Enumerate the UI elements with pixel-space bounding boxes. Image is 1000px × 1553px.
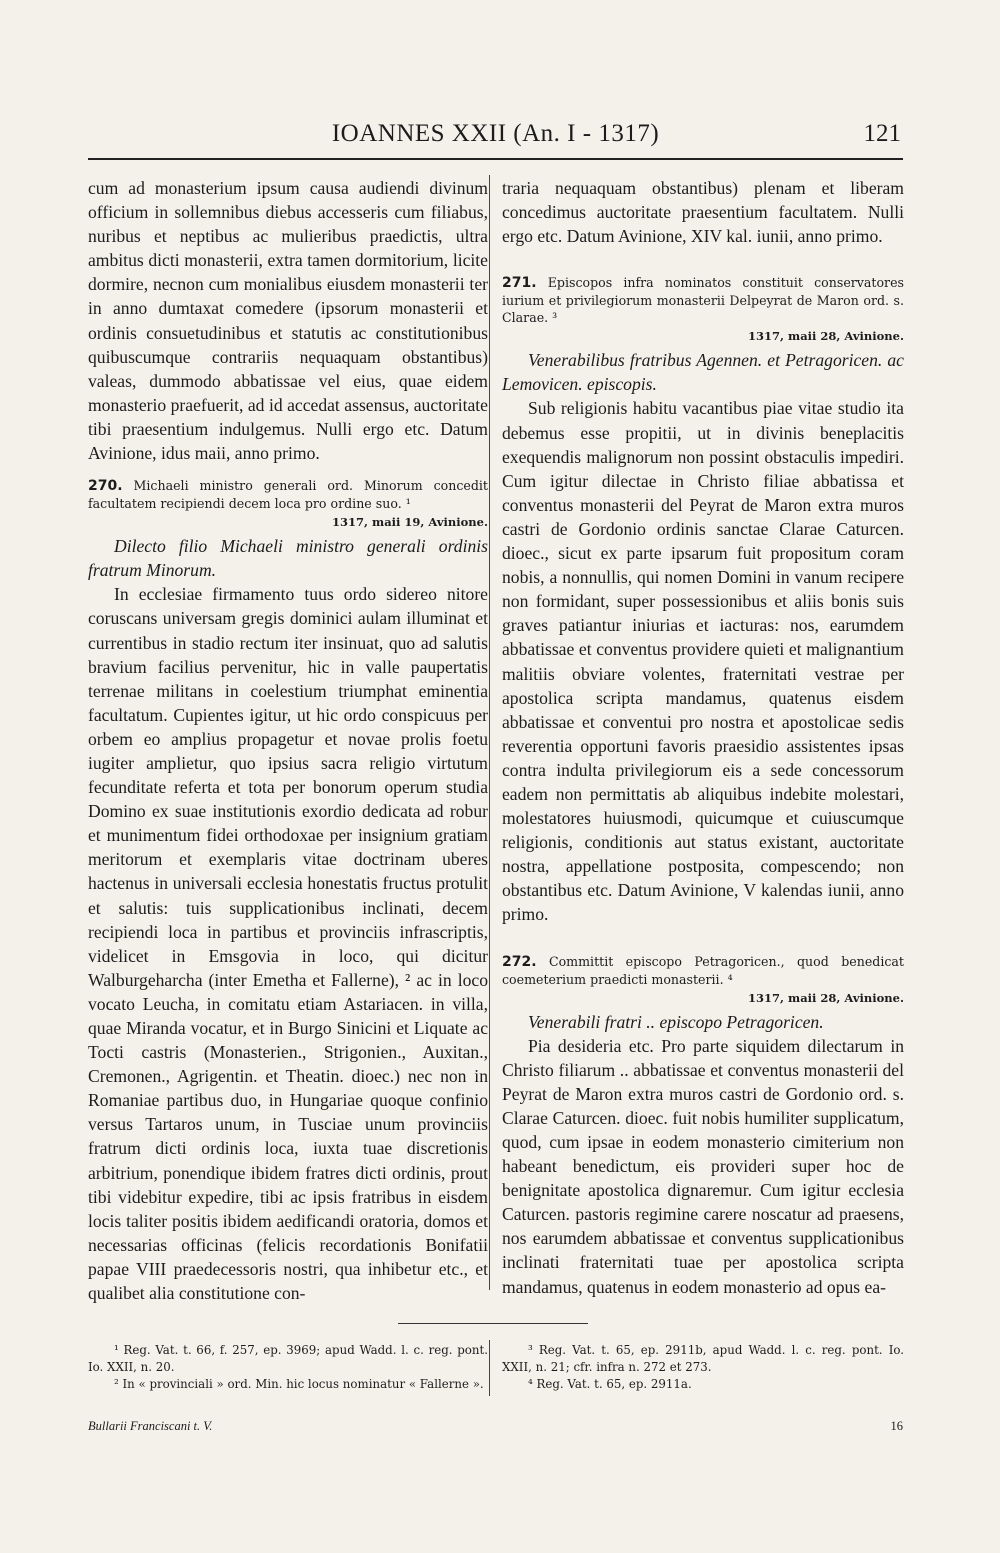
footnote-4: ⁴ Reg. Vat. t. 65, ep. 2911a. — [528, 1377, 692, 1391]
page-number: 121 — [863, 120, 901, 147]
footnote-1: ¹ Reg. Vat. t. 66, f. 257, ep. 3969; apud Wadd. l. c. reg. pont. Io. XXII, n. 20. — [88, 1343, 488, 1374]
footnotes-right — [502, 1342, 904, 1393]
entry-272-address: Venerabili fratri .. episcopo Petragoricen. — [528, 1011, 824, 1032]
entry-270-date: 1317, maii 19, Avinione. — [332, 515, 488, 530]
footnotes-left — [88, 1342, 488, 1393]
left-column — [88, 176, 488, 1305]
signature-number: 16 — [890, 1419, 903, 1433]
entry-272-summary — [502, 953, 904, 988]
entry-271-summary — [502, 274, 904, 326]
right-column — [502, 176, 904, 1299]
entry-summary: Michaeli ministro generali ord. Minorum concedit facultatem recipiendi decem loca pro ordine suo. ¹ — [88, 478, 488, 512]
footnote-3: ³ Reg. Vat. t. 65, ep. 2911b, apud Wadd. l. c. reg. pont. Io. XXII, n. 21; cfr. infra n. 272 et 273. — [502, 1343, 904, 1374]
continuation-text: cum ad monasterium ipsum causa audiendi divinum officium in sollemnibus diebus accesseris cum filiabus, nuribus et neptibus ac mulieribus praedictis, ultra ambitus dicti monasterii, extra tamen dormitorium, licite dormire, necnon cum monialibus eiusdem monasterii ter in anno dumtaxat comedere (ipsorum monasterii et ordinis consuetudinibus et statutis ac constitutionibus quibuscumque contrariis nequaquam obstantibus) valeas, dummodo abbatissae vel eius, quae eidem monasterio praefuerit, ad id accedat assensus, auctoritate tibi praesentium indulgemus. Nulli ergo etc. Datum Avinione, idus maii, anno primo. — [88, 178, 488, 464]
entry-number: 272. — [502, 953, 537, 970]
footnote-divider — [489, 1340, 490, 1396]
entry-270-address: Dilecto filio Michaeli ministro generali ordinis fratrum Minorum. — [88, 536, 488, 581]
footnote-2: ² In « provinciali » ord. Min. hic locus nominatur « Fallerne ». — [114, 1377, 484, 1391]
entry-271-date: 1317, maii 28, Avinione. — [748, 329, 904, 344]
entry-summary: Committit episcopo Petragoricen., quod benedicat coemeterium praedicti monasterii. ⁴ — [502, 953, 904, 987]
signature-mark: Bullarii Franciscani t. V. — [88, 1419, 213, 1433]
entry-number: 271. — [502, 275, 537, 292]
entry-271-body: Sub religionis habitu vacantibus piae vitae studio ita debemus esse propitii, ut in divinis beneplacitis exequendis malignorum non possint obstaculis impediri. Cum igitur dilectae in Christo filiae abbatissa et conventus monasterii del Peyrat de Maron extra muros castri de Gordonio ordinis sanctae Clarae Caturcen. dioec., sicut ex parte ipsarum fuit propositum coram nobis, a nonnullis, qui nomen Domini in vanum recipere non formidant, super possessionibus et aliis bonis suis graves patiantur iniurias et iacturas: nos, earumdem abbatissae et conventus providere quieti et malignantium malitiis obviare volentes, fraternitati vestrae per apostolica scripta mandamus, quatenus eisdem abbatissae et conventui pro nostra et apostolicae sedis reverentia opportuni favoris praesidio assistentes ipsas contra indulta privilegiorum eis a sede concessorum eadem non permittatis ab aliquibus indebite molestari, molestatores huiusmodi, quicumque et cuiuscumque religionis, conditionis aut status existant, auctoritate nostra, appellatione postposita, compescendo; non obstantibus etc. Datum Avinione, V kalendas iunii, anno primo. — [502, 398, 904, 925]
column-divider — [489, 175, 490, 1290]
entry-number: 270. — [88, 478, 123, 495]
entry-270-summary — [88, 477, 488, 512]
entry-summary: Episcopos infra nominatos constituit conservatores iurium et privilegiorum monasterii Delpeyrat de Maron ord. s. Clarae. ³ — [502, 275, 904, 326]
running-title: IOANNES XXII (An. I - 1317) — [331, 120, 660, 147]
entry-270-body: In ecclesiae firmamento tuus ordo sidereo nitore coruscans universam gregis dominici aulam illuminat et currentibus in stadio rectum iter insinuat, quo ad salutis bravium facilius pervenitur, hic in valle paupertatis terrenae militans in coelestium triumphat eminentia facultatum. Cupientes igitur, ut hic ordo conspicuus per orbem eo amplius propagetur et novae prolis foetu iugiter amplietur, quo ipsius sacra religio virtutum fecunditate referta et tota per bonorum operum studia Domino ex suae institutionis exordio dedicata ad robur et munimentum fidei orthodoxae per insignium gratiam meritorum et exemplaris vitae doctrinam uberes hactenus in universali ecclesia honestatis fructus protulit et salutis: tuis supplicationibus inclinati, decem recipiendi loca in partibus et provinciis infrascriptis, videlicet in Emsgovia in loco, qui dicitur Walburgeharcha (inter Emetha et Fallerne), ² ac in loco vocato Leucha, in comitatu etiam Astariacen. in villa, quae Miranda vocatur, et in Burgo Sinicini et Liquate ac Tocti castris (Monasterien., Strigonien., Auxitan., Cremonen., Agrigentin. et Theatin. dioec.) nec non in Romaniae partibus duo, in Hungariae quoque confinio versus Tartaros unum, in Tusciae unum provinciis fratrum dicti ordinis loca, iuxta tuae discretionis arbitrium, ponendique ibidem fratres dicti ordinis, prout tibi videbitur expedire, tibi ac ipsis fratribus in eisdem locis taliter positis ibidem aedificandi oratoria, domos et necessarias officinas (felicis recordationis Bonifatii papae VIII praedecessoris nostri, qua inhibetur etc., et qualibet alia constitutione con- — [88, 584, 488, 1304]
continuation-text: traria nequaquam obstantibus) plenam et liberam concedimus auctoritate praesentium facultatem. Nulli ergo etc. Datum Avinione, XIV kal. iunii, anno primo. — [502, 178, 904, 247]
header-rule — [88, 158, 903, 160]
entry-271-address: Venerabilibus fratribus Agennen. et Petragoricen. ac Lemovicen. episcopis. — [502, 350, 904, 395]
footnote-rule — [398, 1323, 588, 1324]
entry-272-body: Pia desideria etc. Pro parte siquidem dilectarum in Christo filiarum .. abbatissae et conventus monasterii del Peyrat de Maron extra muros castri de Gordonio ord. s. Clarae Caturcen. dioec. fuit nobis humiliter supplicatum, quod, cum ipsae in eodem monasterio cimiterium non habeant benedictum, eis provideri super hoc de benignitate apostolica dignaremur. Cum igitur ecclesia Caturcen. pastoris regimine carere noscatur ad praesens, nos earumdem abbatissae et conventus supplicationibus inclinati fraternitati tuae per apostolica scripta mandamus, quatenus in eodem monasterio ad opus ea- — [502, 1035, 904, 1297]
page-header — [88, 120, 903, 156]
entry-272-date: 1317, maii 28, Avinione. — [748, 990, 904, 1005]
